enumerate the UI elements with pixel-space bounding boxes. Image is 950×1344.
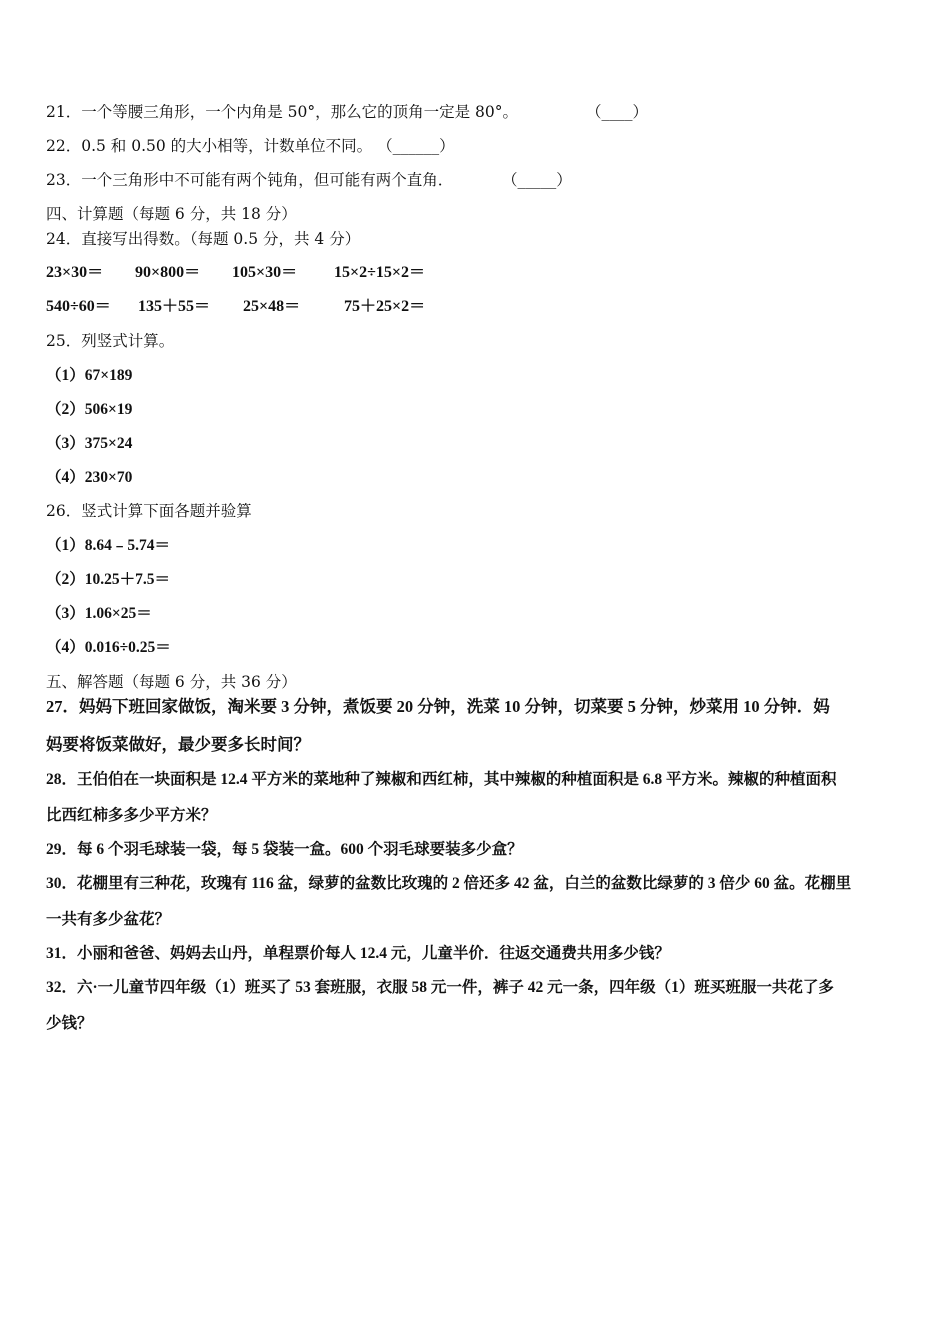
- item-text: （2）10.25＋7.5＝: [46, 571, 171, 588]
- question-26-title: 26．竖式计算下面各题并验算: [46, 502, 252, 520]
- calc-item: 25×48＝: [243, 298, 301, 315]
- question-24-title: 24．直接写出得数。（每题 0.5 分，共 4 分）: [46, 230, 361, 248]
- question-text: 30．花棚里有三种花，玫瑰有 116 盆，绿萝的盆数比玫瑰的 2 倍还多 42 盆，白兰的盆数比绿萝的 3 倍少 60 盆。花棚里: [46, 875, 852, 892]
- question-25-item: [46, 433, 132, 454]
- question-21: [46, 102, 518, 122]
- calc-row-2: [46, 297, 946, 317]
- question-text: 31．小丽和爸爸、妈妈去山丹，单程票价每人 12.4 元，儿童半价．往返交通费共用多少钱？: [46, 945, 670, 962]
- question-30-line-2: [46, 909, 170, 930]
- question-26-item: [46, 637, 171, 658]
- item-text: （3）375×24: [46, 435, 133, 452]
- item-text: （1）67×189: [46, 367, 133, 384]
- calc-item: 540÷60＝: [46, 298, 111, 315]
- question-21-text: 21．一个等腰三角形，一个内角是 50°，那么它的顶角一定是 80°。: [46, 103, 519, 121]
- answer-blank: （_____）: [502, 171, 572, 189]
- question-25-title: 25．列竖式计算。: [46, 332, 175, 350]
- question-text: 一共有多少盆花？: [46, 911, 171, 928]
- question-text: 妈要将饭菜做好，最少要多长时间？: [46, 735, 310, 754]
- item-text: （4）230×70: [46, 469, 133, 486]
- section-5-heading: 五、解答题（每题 6 分，共 36 分）: [46, 673, 297, 691]
- question-text: 比西红柿多多少平方米？: [46, 807, 217, 824]
- question-25-item: [46, 365, 132, 386]
- calc-row-1: [46, 263, 946, 283]
- item-text: （3）1.06×25＝: [46, 605, 152, 622]
- calc-item: 135＋55＝: [138, 298, 211, 315]
- question-23: [46, 170, 453, 190]
- question-31: [46, 943, 670, 964]
- question-text: 32．六·一儿童节四年级（1）班买了 53 套班服，衣服 58 元一件，裤子 42 元一条，四年级（1）班买班服一共花了多: [46, 979, 834, 996]
- question-26-item: [46, 535, 170, 556]
- question-text: 少钱？: [46, 1015, 93, 1032]
- calc-item: 15×2÷15×2＝: [334, 264, 426, 281]
- calc-item: 23×30＝: [46, 264, 104, 281]
- question-23-blank: [502, 170, 572, 190]
- question-32-line-2: [46, 1013, 93, 1034]
- item-text: （1）8.64﹣5.74＝: [46, 537, 171, 554]
- calc-item: 75＋25×2＝: [344, 298, 426, 315]
- item-text: （4）0.016÷0.25＝: [46, 639, 171, 656]
- question-28-line-2: [46, 805, 217, 826]
- question-32-line-1: [46, 977, 834, 998]
- question-26-item: [46, 603, 152, 624]
- question-27-line-1: [46, 697, 830, 717]
- question-28-line-1: [46, 769, 837, 790]
- question-30-line-1: [46, 873, 851, 894]
- calc-item: 90×800＝: [135, 264, 201, 281]
- question-text: 27．妈妈下班回家做饭，淘米要 3 分钟，煮饭要 20 分钟，洗菜 10 分钟，切菜要 5 分钟，炒菜用 10 分钟．妈: [46, 697, 830, 716]
- question-text: 28．王伯伯在一块面积是 12.4 平方米的菜地种了辣椒和西红柿，其中辣椒的种植面积是 6.8 平方米。辣椒的种植面积: [46, 771, 837, 788]
- question-25-item: [46, 467, 132, 488]
- question-22-text: 22．0.5 和 0.50 的大小相等，计数单位不同。: [46, 137, 373, 155]
- answer-blank: （____）: [586, 103, 649, 121]
- question-21-blank: [586, 102, 648, 122]
- question-23-text: 23．一个三角形中不可能有两个钝角，但可能有两个直角．: [46, 171, 454, 189]
- question-27-line-2: [46, 735, 310, 755]
- question-25-item: [46, 399, 132, 420]
- answer-blank: （______）: [377, 137, 455, 155]
- question-26-item: [46, 569, 170, 590]
- question-22: [46, 136, 455, 156]
- question-29: [46, 839, 523, 860]
- section-4-heading: 四、计算题（每题 6 分，共 18 分）: [46, 205, 297, 223]
- item-text: （2）506×19: [46, 401, 133, 418]
- calc-item: 105×30＝: [232, 264, 298, 281]
- question-text: 29．每 6 个羽毛球装一袋，每 5 袋装一盒。600 个羽毛球要装多少盒？: [46, 841, 523, 858]
